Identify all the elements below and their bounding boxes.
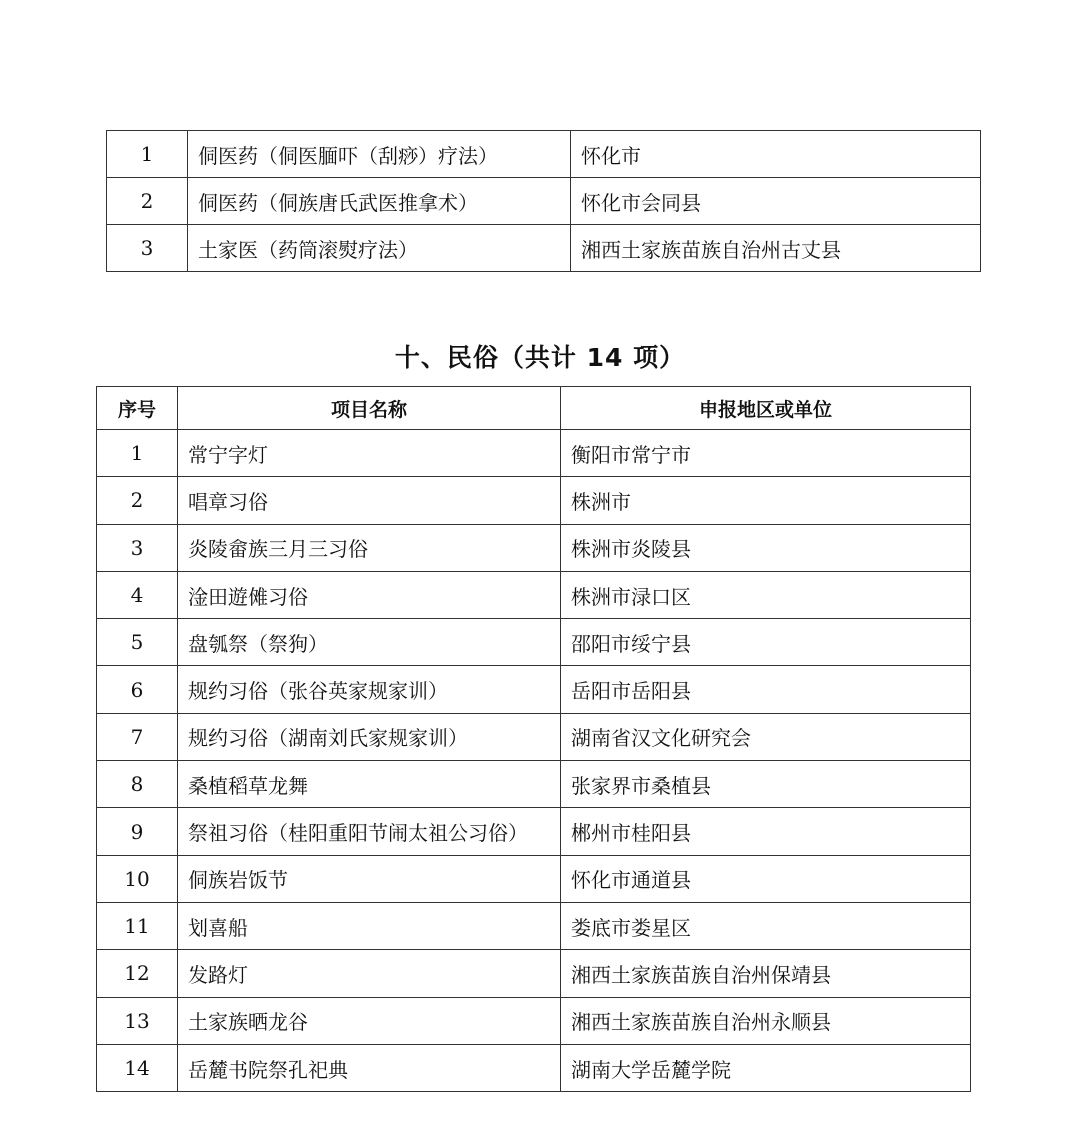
table-row — [107, 178, 981, 225]
project-name: 常宁字灯 — [178, 430, 561, 477]
table-row — [97, 997, 971, 1044]
table-row — [97, 761, 971, 808]
row-number: 8 — [97, 761, 178, 808]
table-row — [97, 1044, 971, 1091]
table-row — [97, 713, 971, 760]
table-row — [97, 902, 971, 949]
region: 湘西土家族苗族自治州保靖县 — [561, 950, 971, 997]
region: 娄底市娄星区 — [561, 902, 971, 949]
project-name: 唱章习俗 — [178, 477, 561, 524]
region: 湖南大学岳麓学院 — [561, 1044, 971, 1091]
row-number: 7 — [97, 713, 178, 760]
row-number: 5 — [97, 619, 178, 666]
region: 邵阳市绥宁县 — [561, 619, 971, 666]
region: 湘西土家族苗族自治州古丈县 — [571, 225, 981, 272]
project-name: 祭祖习俗（桂阳重阳节闹太祖公习俗） — [178, 808, 561, 855]
region: 株洲市炎陵县 — [561, 524, 971, 571]
region: 怀化市会同县 — [571, 178, 981, 225]
table-row — [97, 524, 971, 571]
header-number: 序号 — [97, 387, 178, 430]
row-number: 9 — [97, 808, 178, 855]
row-number: 12 — [97, 950, 178, 997]
section-title: 十、民俗（共计 14 项） — [394, 343, 686, 372]
row-number: 3 — [97, 524, 178, 571]
project-name: 划喜船 — [178, 902, 561, 949]
project-name: 规约习俗（张谷英家规家训） — [178, 666, 561, 713]
row-number: 1 — [97, 430, 178, 477]
row-number: 3 — [107, 225, 188, 272]
project-name: 侗族岩饭节 — [178, 855, 561, 902]
project-name: 桑植稻草龙舞 — [178, 761, 561, 808]
row-number: 1 — [107, 131, 188, 178]
table-row — [97, 571, 971, 618]
table-row — [97, 950, 971, 997]
region: 怀化市通道县 — [561, 855, 971, 902]
row-number: 13 — [97, 997, 178, 1044]
table-row — [97, 477, 971, 524]
project-name: 土家族晒龙谷 — [178, 997, 561, 1044]
region: 郴州市桂阳县 — [561, 808, 971, 855]
region: 湖南省汉文化研究会 — [561, 713, 971, 760]
table-row — [97, 808, 971, 855]
row-number: 11 — [97, 902, 178, 949]
project-name: 侗医药（侗医腼吓（刮痧）疗法） — [188, 131, 571, 178]
header-project-name: 项目名称 — [178, 387, 561, 430]
previous-section-table — [106, 130, 981, 272]
table-header-row — [97, 387, 971, 430]
table-row — [97, 430, 971, 477]
region: 岳阳市岳阳县 — [561, 666, 971, 713]
project-name: 侗医药（侗族唐氏武医推拿术） — [188, 178, 571, 225]
project-name: 炎陵畲族三月三习俗 — [178, 524, 561, 571]
row-number: 6 — [97, 666, 178, 713]
region: 湘西土家族苗族自治州永顺县 — [561, 997, 971, 1044]
header-region: 申报地区或单位 — [561, 387, 971, 430]
row-number: 4 — [97, 571, 178, 618]
table-row — [97, 666, 971, 713]
project-name: 盘瓠祭（祭狗） — [178, 619, 561, 666]
region: 株洲市渌口区 — [561, 571, 971, 618]
project-name: 土家医（药筒滚熨疗法） — [188, 225, 571, 272]
table-row — [97, 855, 971, 902]
row-number: 2 — [107, 178, 188, 225]
row-number: 14 — [97, 1044, 178, 1091]
project-name: 淦田遊傩习俗 — [178, 571, 561, 618]
project-name: 规约习俗（湖南刘氏家规家训） — [178, 713, 561, 760]
row-number: 10 — [97, 855, 178, 902]
region: 衡阳市常宁市 — [561, 430, 971, 477]
folk-customs-table — [96, 386, 971, 1092]
project-name: 岳麓书院祭孔祀典 — [178, 1044, 561, 1091]
table-row — [107, 131, 981, 178]
project-name: 发路灯 — [178, 950, 561, 997]
region: 张家界市桑植县 — [561, 761, 971, 808]
table-row — [97, 619, 971, 666]
region: 怀化市 — [571, 131, 981, 178]
region: 株洲市 — [561, 477, 971, 524]
table-row — [107, 225, 981, 272]
row-number: 2 — [97, 477, 178, 524]
